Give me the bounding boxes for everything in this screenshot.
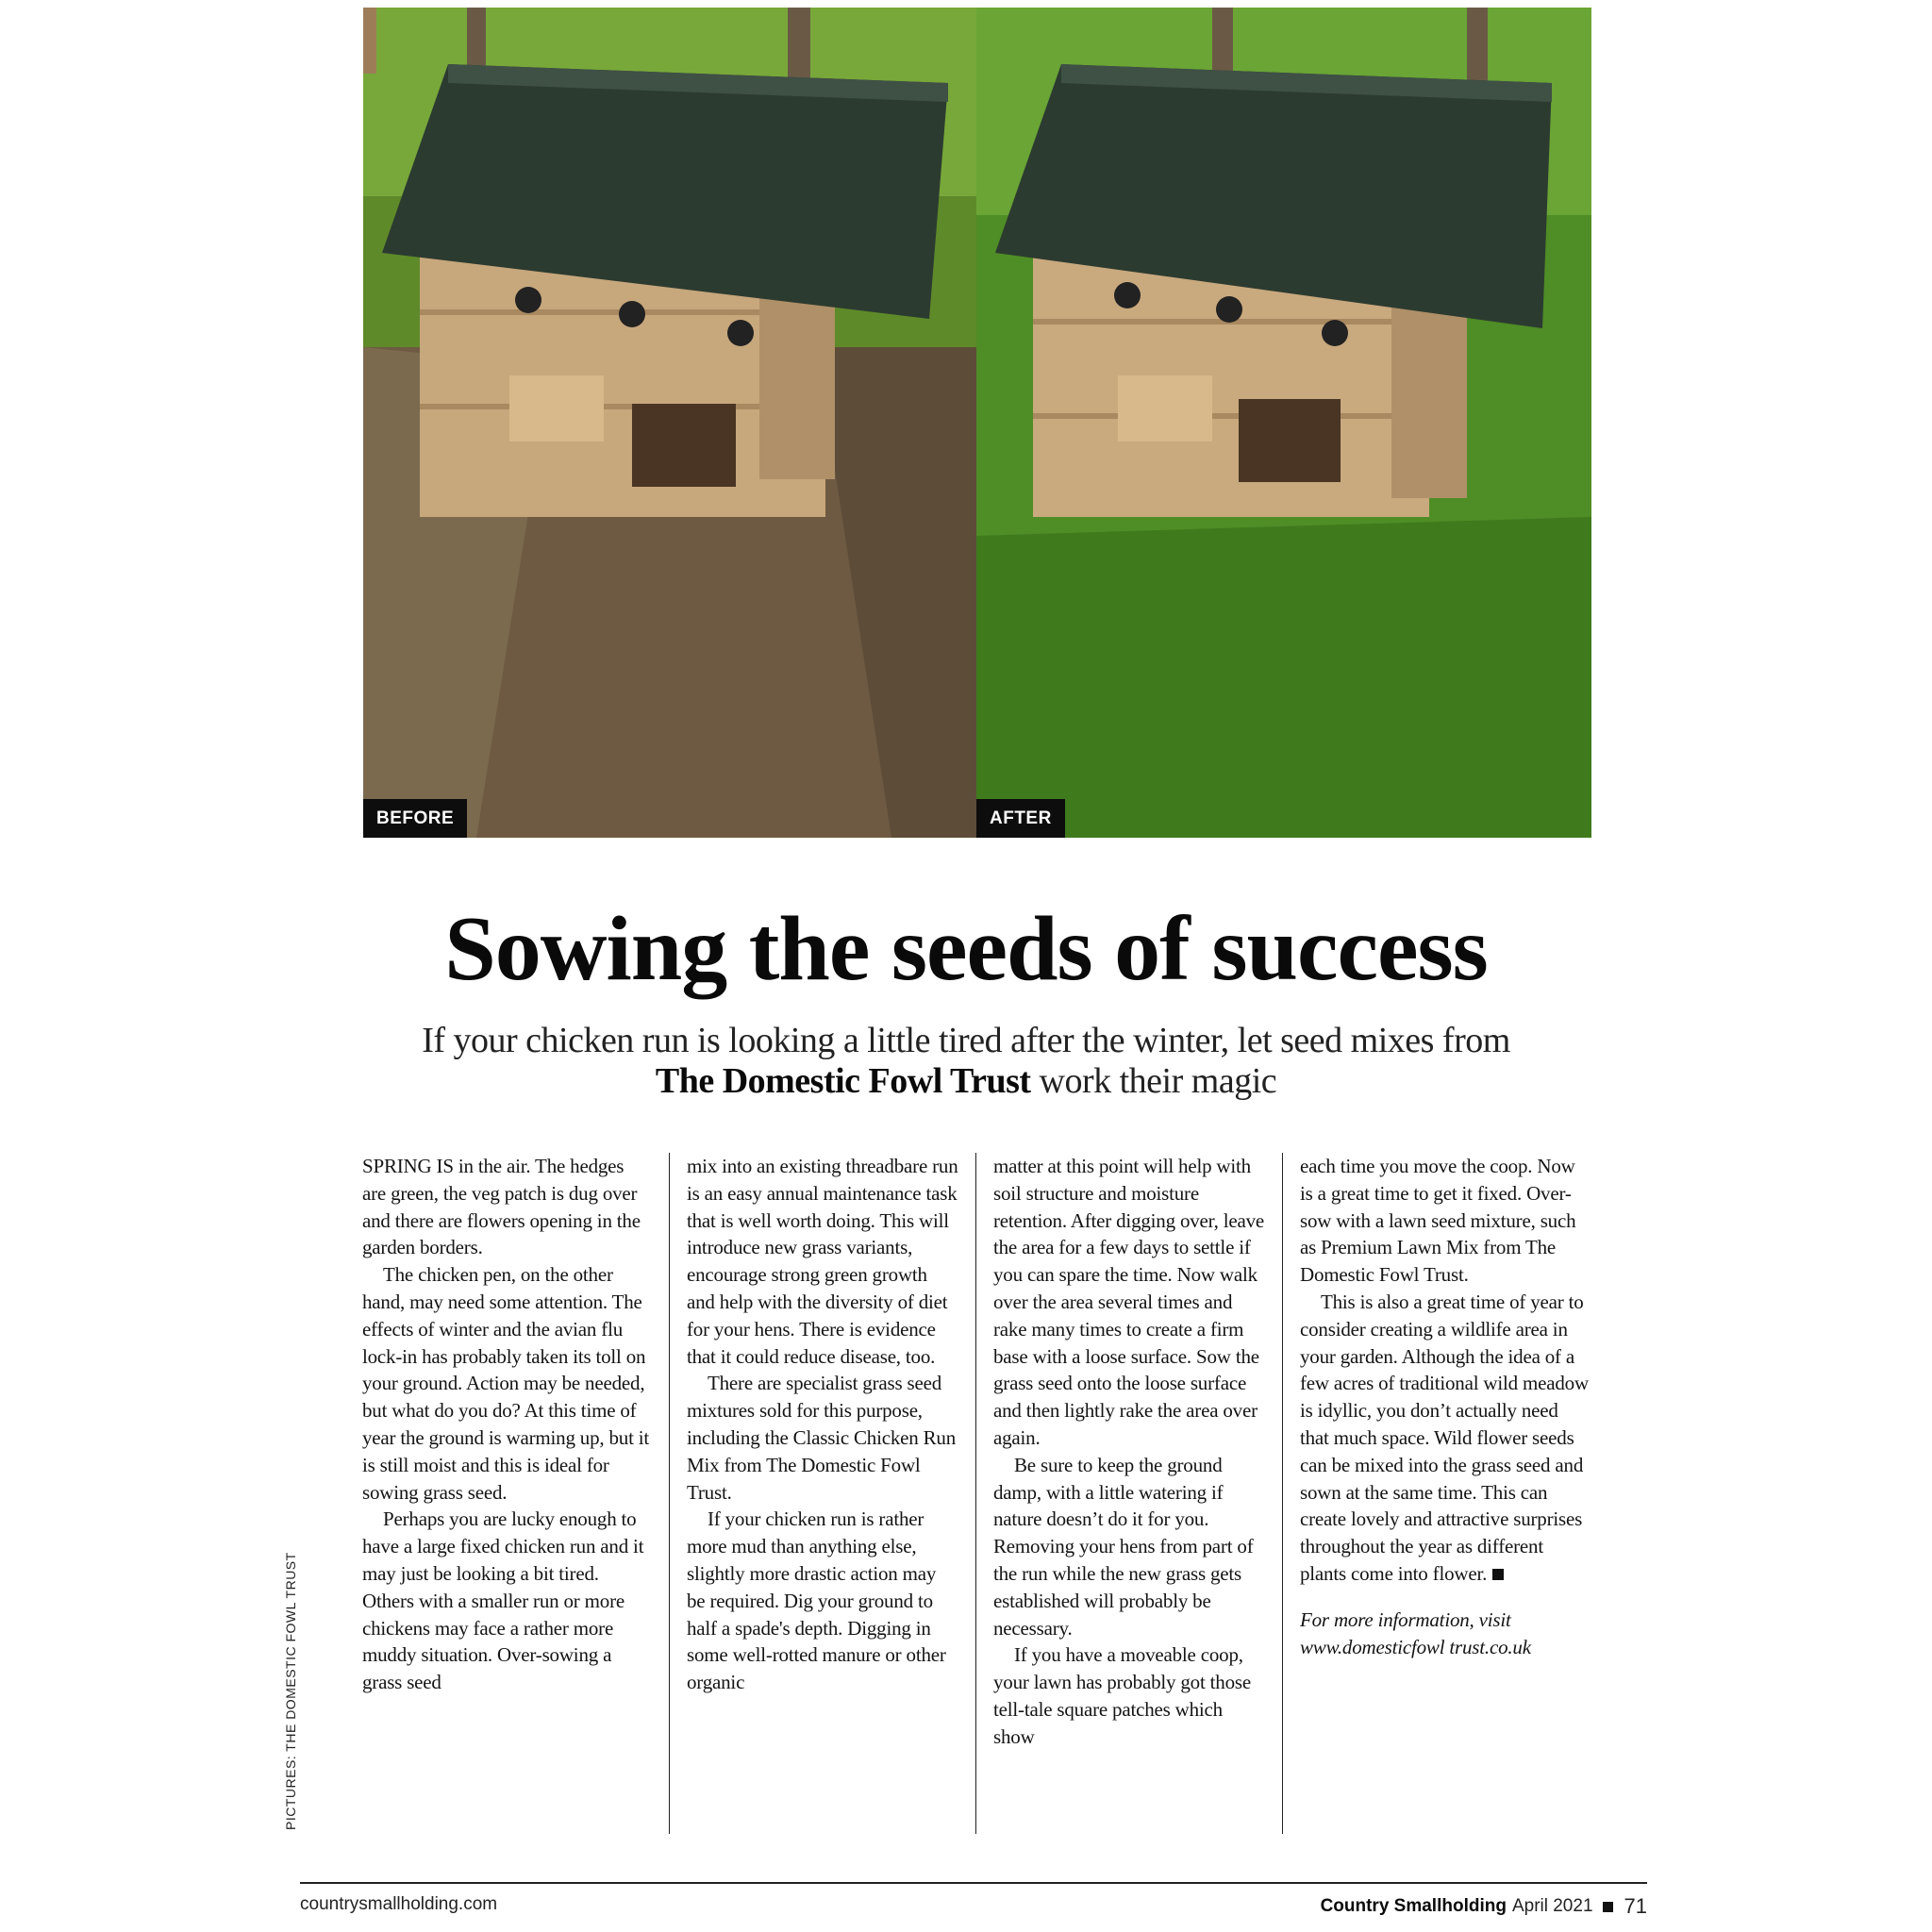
standfirst-text-end: work their magic (1030, 1061, 1277, 1101)
standfirst-organisation: The Domestic Fowl Trust (655, 1061, 1031, 1101)
after-label: AFTER (976, 799, 1065, 838)
paragraph: each time you move the coop. Now is a great time to get it fixed. Over-sow with a lawn seed mixture, such as Premium Lawn Mix from The Domestic Fowl Trust. (1300, 1155, 1576, 1287)
paragraph: If you have a moveable coop, your lawn has probably got those tell-tale square patches which show (993, 1643, 1251, 1748)
photo-pair (363, 8, 1591, 838)
paragraph: The chicken pen, on the other hand, may need some attention. The effects of winter and the avian flu lock-in has probably taken its toll on your ground. Action may be needed, but what do you do? At this time of year the ground is warming up, but it is still moist and this is ideal for sowing grass seed. (362, 1263, 650, 1504)
paragraph: There are specialist grass seed mixtures sold for this purpose, including the Classic Chicken Run Mix from The Domestic Fowl Trust. (687, 1372, 957, 1504)
issue-date: April 2021 (1511, 1896, 1593, 1916)
paragraph: matter at this point will help with soil structure and moisture retention. After digging over, leave the area for a few days to settle if you can spare the time. Now walk over the area several times and rake many times to create a firm base with a loose surface. Sow the grass seed onto the loose surface and then lightly rake the area over again. (993, 1155, 1265, 1449)
paragraph: SPRING IS in the air. The hedges are green, the veg patch is dug over and there are flowers opening in the garden borders. (362, 1155, 641, 1259)
before-label: BEFORE (363, 799, 467, 838)
coop-before-image (363, 8, 976, 838)
article-body (362, 1153, 1589, 1834)
after-photo (976, 8, 1591, 838)
column-1 (362, 1153, 669, 1834)
square-bullet-icon (1603, 1902, 1613, 1912)
paragraph-text: This is also a great time of year to consider creating a wildlife area in your garden. Although the idea of a few acres of traditional wild meadow is idyllic, you don’t actually need that much space. Wild flower seeds can be mixed into the grass seed and sown at the same time. This can create lovely and attractive surprises throughout the year as different plants come into flower. (1300, 1290, 1589, 1585)
paragraph: Perhaps you are lucky enough to have a large fixed chicken run and it may just be looking a bit tired. Others with a smaller run or more chickens may face a rather more muddy situation. Over-sowing a grass seed (362, 1507, 644, 1694)
page-number: 71 (1624, 1894, 1647, 1918)
coop-after-image (976, 8, 1591, 838)
column-2 (669, 1153, 975, 1834)
paragraph: mix into an existing threadbare run is an easy annual maintenance task that is well worth doing. This will introduce new grass variants, encourage strong green growth and help with the diversity of diet for your hens. There is evidence that it could reduce disease, too. (687, 1155, 958, 1368)
end-mark-icon (1492, 1569, 1504, 1580)
paragraph: Be sure to keep the ground damp, with a little watering if nature doesn’t do it for you. Removing your hens from part of the run while the new grass gets established will probably be necessary. (993, 1453, 1254, 1640)
magazine-name: Country Smallholding (1320, 1896, 1507, 1916)
column-4 (1282, 1153, 1589, 1834)
more-info: For more information, visit www.domesticfowl trust.co.uk (1300, 1607, 1531, 1658)
paragraph-final (1300, 1289, 1589, 1588)
standfirst-text: If your chicken run is looking a little tired after the winter, let seed mixes from (422, 1021, 1510, 1060)
paragraph: If your chicken run is rather more mud than anything else, slightly more drastic action may be required. Dig your ground to half a spade's depth. Digging in some well-rotted manure or other organic (687, 1507, 946, 1694)
before-photo (363, 8, 976, 838)
photo-credit: PICTURES: THE DOMESTIC FOWL TRUST (283, 1552, 298, 1830)
headline: Sowing the seeds of success (444, 898, 1488, 1000)
column-3 (975, 1153, 1282, 1834)
footer-folio (1321, 1894, 1647, 1919)
standfirst (400, 1021, 1532, 1102)
footer-website: countrysmallholding.com (300, 1894, 498, 1914)
footer-rule (300, 1882, 1647, 1884)
